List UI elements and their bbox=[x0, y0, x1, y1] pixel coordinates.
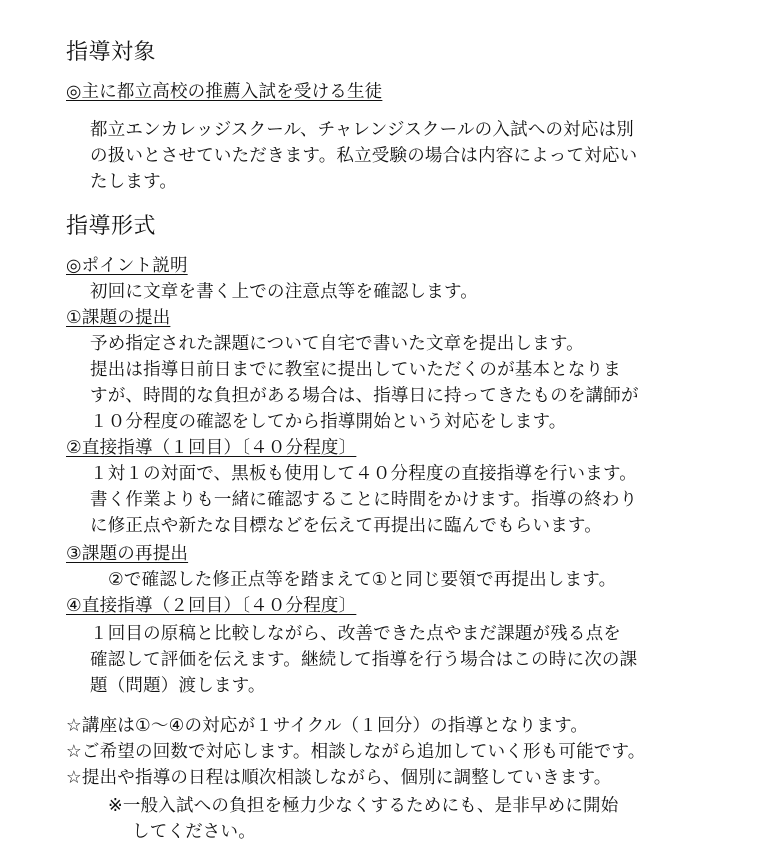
step1-line: すが、時間的な負担がある場合は、指導日に持ってきたものを講師が bbox=[90, 386, 639, 406]
step2-line: 書く作業よりも一緒に確認することに時間をかけます。指導の終わり bbox=[90, 490, 638, 510]
step1-line: １０分程度の確認をしてから指導開始という対応をします。 bbox=[90, 412, 567, 432]
step3-title: ③課題の再提出 bbox=[66, 544, 189, 564]
target-note-line: 都立エンカレッジスクール、チャレンジスクールの入試への対応は別 bbox=[90, 120, 634, 140]
note-line: ☆提出や指導の日程は順次相談しながら、個別に調整していきます。 bbox=[66, 768, 612, 788]
remark-line: ※一般入試への負担を極力少なくするためにも、是非早めに開始 bbox=[108, 796, 619, 816]
step1-line: 予め指定された課題について自宅で書いた文章を提出します。 bbox=[90, 334, 584, 354]
remark-line: してください。 bbox=[132, 822, 256, 842]
note-line: ☆講座は①～④の対応が１サイクル（１回分）の指導となります。 bbox=[66, 716, 589, 736]
step4-title: ④直接指導（２回目）〔４０分程度〕 bbox=[66, 596, 357, 616]
target-summary: ◎主に都立高校の推薦入試を受ける生徒 bbox=[66, 82, 383, 102]
section-heading-format: 指導形式 bbox=[66, 214, 157, 239]
point-line: 初回に文章を書く上での注意点等を確認します。 bbox=[90, 282, 478, 302]
step4-line: 題（問題）渡します。 bbox=[90, 676, 266, 696]
section-heading-target: 指導対象 bbox=[66, 40, 157, 65]
step3-line: ②で確認した修正点等を踏まえて①と同じ要領で再提出します。 bbox=[108, 570, 617, 590]
step2-line: に修正点や新たな目標などを伝えて再提出に臨んでもらいます。 bbox=[90, 516, 602, 536]
target-note-line: たします。 bbox=[90, 172, 178, 192]
target-note-line: の扱いとさせていただきます。私立受験の場合は内容によって対応い bbox=[90, 146, 638, 166]
step1-line: 提出は指導日前日までに教室に提出していただくのが基本となりま bbox=[90, 360, 621, 380]
note-line: ☆ご希望の回数で対応します。相談しながら追加していく形も可能です。 bbox=[66, 742, 646, 762]
step2-line: １対１の対面で、黒板も使用して４０分程度の直接指導を行います。 bbox=[90, 464, 637, 484]
step2-title: ②直接指導（１回目）〔４０分程度〕 bbox=[66, 438, 357, 458]
step1-title: ①課題の提出 bbox=[66, 308, 171, 328]
step4-line: 確認して評価を伝えます。継続して指導を行う場合はこの時に次の課 bbox=[90, 650, 638, 670]
point-title: ◎ポイント説明 bbox=[66, 256, 188, 276]
step4-line: １回目の原稿と比較しながら、改善できた点やまだ課題が残る点を bbox=[90, 624, 621, 644]
